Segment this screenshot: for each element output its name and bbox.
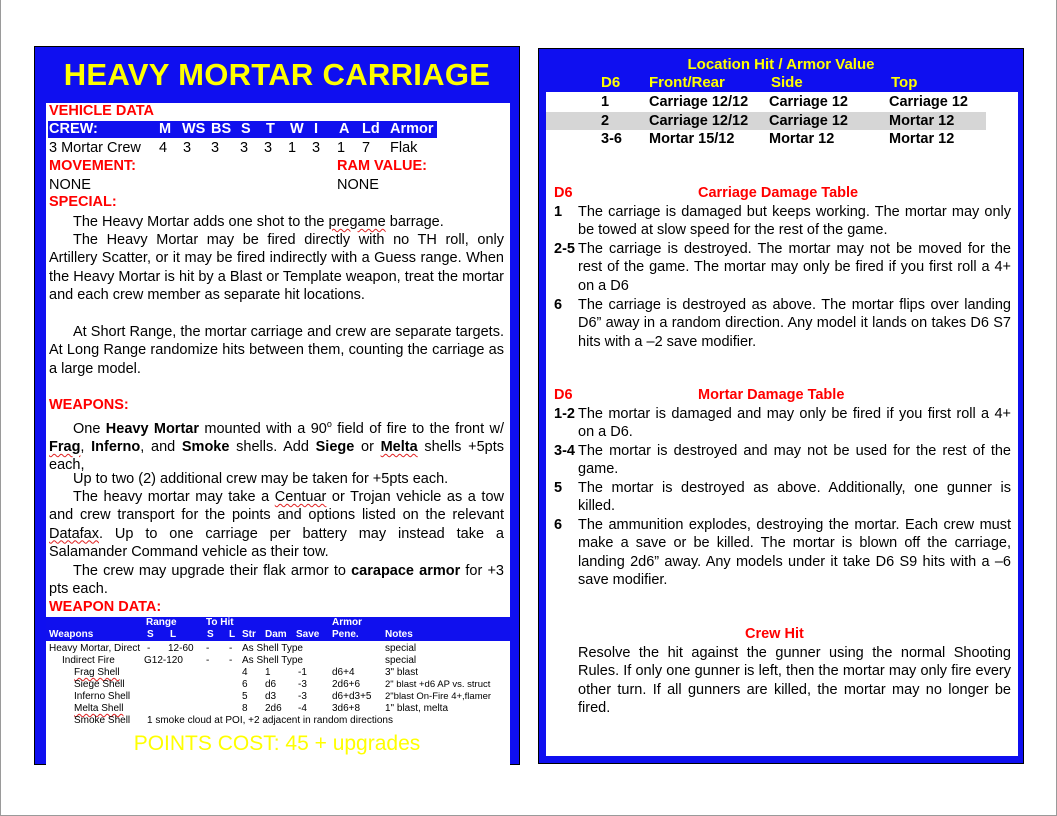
damage-tables-card — [538, 48, 1024, 764]
wt-col-pene: Pene. — [332, 629, 359, 640]
loc-col-d6: D6 — [601, 74, 621, 91]
wt-row-save: -3 — [298, 679, 307, 690]
wt-row-weapon: Frag Shell — [74, 667, 120, 678]
movement-label: MOVEMENT: — [49, 158, 136, 174]
crew-col-m: M — [159, 121, 172, 137]
wt-row-save: -3 — [298, 691, 307, 702]
special-label: SPECIAL: — [49, 194, 117, 210]
weapons-text-4: The crew may upgrade their flak armor to carapace armor for +3 pts each. — [49, 563, 504, 598]
wt-row-dam: d6 — [265, 679, 277, 690]
ram-value: NONE — [337, 177, 379, 193]
crew-header-bar — [48, 121, 437, 138]
crew-i: 3 — [312, 140, 321, 156]
wt-row-tohit-s: - — [206, 643, 210, 654]
crew-armor: Flak — [390, 140, 418, 156]
crew-hit-title: Crew Hit — [745, 626, 804, 642]
crew-col-ws: WS — [182, 121, 206, 137]
crew-name: 3 Mortar Crew — [49, 140, 141, 156]
points-cost: POINTS COST: 45 + upgrades — [133, 732, 421, 755]
ram-value-label: RAM VALUE: — [337, 158, 427, 174]
crew-w: 1 — [288, 140, 297, 156]
special-rule-3: At Short Range, the mortar carriage and crew are separate targets. At Long Range randomize hits between them, counting the carriage as a large model. — [49, 324, 504, 377]
wt-row-notes: special — [385, 655, 417, 666]
carriage-roll: 2-5 — [554, 241, 575, 257]
wt-row-weapon: Smoke Shell — [74, 715, 131, 726]
wt-row-pene: d6+4 — [332, 667, 355, 678]
mortar-result: The mortar is damaged and may only be fired if you first roll a 4+ on a D6. — [578, 406, 1011, 441]
vehicle-data-panel — [46, 103, 510, 774]
wt-col-dam: Dam — [265, 629, 287, 640]
wt-row-range-l: 12-60 — [168, 643, 194, 654]
mortar-table-title: Mortar Damage Table — [698, 387, 845, 403]
carriage-result: The carriage is damaged but keeps working. The mortar may only be towed at slow speed for the rest of the game. — [578, 204, 1011, 239]
wt-col-range-l: L — [170, 629, 177, 640]
mortar-roll: 6 — [554, 517, 563, 533]
wt-row-range-s: G12-120 — [144, 655, 183, 666]
wt-row-dam: 1 — [265, 667, 271, 678]
carriage-result: The carriage is destroyed as above. The mortar flips over landing D6” away in a random direction. Any model it lands on takes D6 S7 hits with a –2 save modifier. — [578, 297, 1011, 350]
wt-row-str: 6 — [242, 679, 248, 690]
crew-hit-text: Resolve the hit against the gunner using the normal Shooting Rules. If only one gunner is left, then the mortar may only fire every other turn. If all gunners are killed, the mortar may no longer be fired. — [578, 645, 1011, 716]
wt-row-pene: 2d6+6 — [332, 679, 361, 690]
wt-col-save: Save — [296, 629, 320, 640]
special-rule-2: The Heavy Mortar may be fired directly with no TH roll, only Artillery Scatter, or it may be fired indirectly with a Guess range. When the Heavy Mortar is hit by a Blast or Template weapon, treat the mortar and each crew member as separate hit locations. — [49, 232, 504, 303]
mortar-roll: 1-2 — [554, 406, 575, 422]
wt-row-save: -1 — [298, 667, 307, 678]
location-hit-title: Location Hit / Armor Value — [687, 56, 875, 73]
wt-row-str: 5 — [242, 691, 248, 702]
loc-col-top: Top — [891, 74, 918, 91]
crew-col-s: S — [241, 121, 251, 137]
carriage-result: The carriage is destroyed. The mortar may not be moved for the rest of the game. The mortar may only be fired if you first roll a 4+ on a D6 — [578, 241, 1011, 294]
wt-row-notes: 2" blast +d6 AP vs. struct — [385, 679, 491, 690]
page-edge-left — [0, 0, 1, 816]
wt-row-str: 8 — [242, 703, 248, 714]
crew-ld: 7 — [362, 140, 371, 156]
wt-group-armor: Armor — [332, 617, 363, 628]
weapons-text-1: One Heavy Mortar mounted with a 90$^o$ field of fire to the front w/ Frag, Inferno, and Smoke shells. Add Siege or Melta shells +5pts each, — [49, 419, 505, 474]
wt-row-pene: 3d6+8 — [332, 703, 361, 714]
wt-col-notes: Notes — [385, 629, 413, 640]
crew-col-w: W — [290, 121, 304, 137]
carriage-roll: 6 — [554, 297, 563, 313]
crew-col-crew: CREW: — [49, 121, 98, 137]
wt-row-notes: 1" blast, melta — [385, 703, 449, 714]
mortar-d6-label: D6 — [554, 387, 573, 403]
weapons-text-3: The heavy mortar may take a Centuar or Trojan vehicle as a tow and crew transport for the points and options listed on the relevant Datafax. Up to one carriage per battery may instead take a Salamander Command vehicle as their tow. — [49, 489, 504, 560]
wt-row-weapon: Indirect Fire — [62, 655, 115, 666]
wt-row-str: As Shell Type — [242, 643, 303, 654]
wt-row-dam: 2d6 — [265, 703, 282, 714]
wt-row-tohit-s: - — [206, 655, 210, 666]
crew-m: 4 — [159, 140, 168, 156]
crew-col-armor: Armor — [390, 121, 434, 137]
wt-row-save: -4 — [298, 703, 307, 714]
wt-row-tohit-l: - — [229, 655, 233, 666]
wt-row-weapon: Heavy Mortar, Direct — [49, 643, 141, 654]
crew-col-a: A — [339, 121, 350, 137]
mortar-result: The mortar is destroyed as above. Additionally, one gunner is killed. — [578, 480, 1011, 515]
weapons-text-2: Up to two (2) additional crew may be taken for +5pts each. — [73, 471, 449, 487]
crew-s: 3 — [240, 140, 249, 156]
wt-row-notes: special — [385, 643, 417, 654]
wt-row-str: As Shell Type — [242, 655, 303, 666]
loc-col-side: Side — [771, 74, 803, 91]
wt-col-tohit-l: L — [229, 629, 236, 640]
crew-col-i: I — [314, 121, 319, 137]
card-title: HEAVY MORTAR CARRIAGE — [63, 57, 491, 92]
crew-col-t: T — [266, 121, 275, 137]
wt-row-range-s: - — [147, 643, 151, 654]
wt-row-weapon: Melta Shell — [74, 703, 124, 714]
wt-row-dam: d3 — [265, 691, 277, 702]
wt-group-tohit: To Hit — [206, 617, 234, 628]
crew-a: 1 — [337, 140, 346, 156]
vehicle-datafax-card — [34, 46, 520, 765]
crew-bs: 3 — [211, 140, 220, 156]
damage-tables-panel: 1 Carriage 12/12 Carriage 12 Carriage 12 2 Carriage 12/12 Carriage 12 Mortar 12 3-6 Mortar 15/12 Mortar 12 Mortar 12 D6 Carriage Damage Table 1 The carriage is damaged but keeps working. The mortar may only be towed at slow speed for the rest of the game. 2-5 The carriage is destroyed. The mortar may not be moved for the rest of the game. The mortar may only be fired if you first roll a 4+ on a D6 6 The carriage is destroyed as above. The mortar flips over landing D6” away in a random direction. Any model it lands on takes D6 S7 hits with a –2 save modifier. D6 Mortar Damage Table 1-2 The mortar is damaged and may only be fired if you first roll a 4+ on a D6. 3-4 The mortar is destroyed and may not be used for the rest of the game. 5 The mortar is destroyed as above. Additionally, one gunner is killed. 6 The ammunition explodes, destroying the mortar. Each crew must make a save or be killed. The mortar is blown off the carriage, landing 2d6” away. Any models under it take D6 S9 hits with a –6 save modifier. Crew Hit Resolve the hit against the gunner using the normal Shooting Rules. If only one gunner is left, then the mortar may only fire every other turn. If all gunners are killed, the mortar may no longer be fired. — [546, 92, 1018, 756]
wt-row-notes: 3" blast — [385, 667, 419, 678]
mortar-result: The ammunition explodes, destroying the mortar. Each crew must make a save or be killed. The mortar is blown off the carriage, landing 2d6” away. Any models under it take D6 S9 hits with a –6 save modifier. — [578, 517, 1011, 588]
carriage-d6-label: D6 — [554, 185, 573, 201]
mortar-roll: 5 — [554, 480, 563, 496]
crew-col-bs: BS — [211, 121, 232, 137]
loc-col-front-rear: Front/Rear — [649, 74, 725, 91]
weapons-label: WEAPONS: — [49, 397, 129, 413]
mortar-result: The mortar is destroyed and may not be used for the rest of the game. — [578, 443, 1011, 478]
wt-row-tohit-l: - — [229, 643, 233, 654]
carriage-roll: 1 — [554, 204, 563, 220]
wt-col-weapons: Weapons — [49, 629, 94, 640]
wt-col-tohit-s: S — [207, 629, 214, 640]
wt-row-pene: d6+d3+5 — [332, 691, 372, 702]
wt-col-str: Str — [242, 629, 256, 640]
wt-row-notes: 2"blast On-Fire 4+,flamer — [385, 691, 492, 702]
wt-row-weapon: Siege Shell — [74, 679, 125, 690]
vehicle-data-label: VEHICLE DATA — [49, 103, 154, 119]
crew-col-ld: Ld — [362, 121, 380, 137]
mortar-roll: 3-4 — [554, 443, 575, 459]
crew-t: 3 — [264, 140, 273, 156]
wt-row-weapon: Inferno Shell — [74, 691, 131, 702]
wt-col-range-s: S — [147, 629, 154, 640]
wt-row-str: 4 — [242, 667, 248, 678]
wt-row-smoke-effect: 1 smoke cloud at POI, +2 adjacent in random directions — [147, 715, 393, 726]
crew-ws: 3 — [183, 140, 192, 156]
movement-value: NONE — [49, 177, 91, 193]
carriage-table-title: Carriage Damage Table — [698, 185, 859, 201]
special-rule-1: The Heavy Mortar adds one shot to the pregame barrage. — [73, 214, 444, 230]
weapon-data-label: WEAPON DATA: — [49, 599, 162, 615]
wt-group-range: Range — [146, 617, 177, 628]
